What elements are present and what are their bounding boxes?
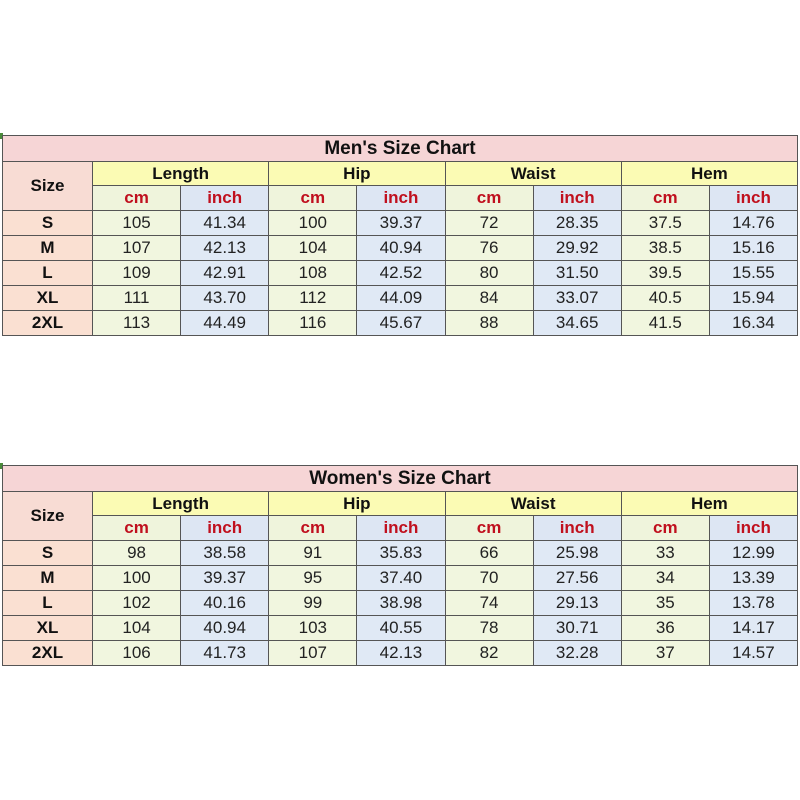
cm-value-cell: 104 <box>269 236 357 261</box>
inch-value-cell: 45.67 <box>357 311 445 336</box>
unit-header-cm: cm <box>269 186 357 211</box>
inch-value-cell: 32.28 <box>533 641 621 666</box>
inch-value-cell: 25.98 <box>533 541 621 566</box>
cm-value-cell: 84 <box>445 286 533 311</box>
men-size-chart-body <box>3 136 798 336</box>
cm-value-cell: 103 <box>269 616 357 641</box>
cm-value-cell: 82 <box>445 641 533 666</box>
cm-value-cell: 74 <box>445 591 533 616</box>
unit-header-cm: cm <box>621 516 709 541</box>
size-row-s <box>3 211 798 236</box>
cm-value-cell: 80 <box>445 261 533 286</box>
cm-value-cell: 107 <box>269 641 357 666</box>
inch-value-cell: 15.16 <box>709 236 797 261</box>
inch-value-cell: 35.83 <box>357 541 445 566</box>
inch-value-cell: 38.98 <box>357 591 445 616</box>
size-row-xl <box>3 616 798 641</box>
unit-header-cm: cm <box>269 516 357 541</box>
cm-value-cell: 35 <box>621 591 709 616</box>
inch-value-cell: 34.65 <box>533 311 621 336</box>
unit-header-inch: inch <box>357 516 445 541</box>
inch-value-cell: 44.49 <box>181 311 269 336</box>
cm-value-cell: 106 <box>93 641 181 666</box>
inch-value-cell: 39.37 <box>357 211 445 236</box>
chart-title: Men's Size Chart <box>3 136 798 162</box>
group-header-hem: Hem <box>621 492 797 516</box>
inch-value-cell: 14.17 <box>709 616 797 641</box>
cm-value-cell: 109 <box>93 261 181 286</box>
inch-value-cell: 42.52 <box>357 261 445 286</box>
cm-value-cell: 100 <box>93 566 181 591</box>
size-column-header: Size <box>3 492 93 541</box>
group-header-waist: Waist <box>445 492 621 516</box>
inch-value-cell: 15.55 <box>709 261 797 286</box>
unit-header-inch: inch <box>533 516 621 541</box>
cm-value-cell: 105 <box>93 211 181 236</box>
inch-value-cell: 15.94 <box>709 286 797 311</box>
size-label-cell: L <box>3 591 93 616</box>
inch-value-cell: 42.91 <box>181 261 269 286</box>
men-size-chart <box>2 135 798 336</box>
cm-value-cell: 112 <box>269 286 357 311</box>
cm-value-cell: 102 <box>93 591 181 616</box>
chart-title: Women's Size Chart <box>3 466 798 492</box>
inch-value-cell: 37.40 <box>357 566 445 591</box>
group-header-length: Length <box>93 492 269 516</box>
title-row <box>3 466 798 492</box>
cm-value-cell: 36 <box>621 616 709 641</box>
inch-value-cell: 41.34 <box>181 211 269 236</box>
group-header-waist: Waist <box>445 162 621 186</box>
title-row <box>3 136 798 162</box>
cm-value-cell: 37.5 <box>621 211 709 236</box>
cm-value-cell: 98 <box>93 541 181 566</box>
cm-value-cell: 40.5 <box>621 286 709 311</box>
cm-value-cell: 41.5 <box>621 311 709 336</box>
inch-value-cell: 40.94 <box>181 616 269 641</box>
unit-header-inch: inch <box>709 516 797 541</box>
size-label-cell: S <box>3 541 93 566</box>
size-label-cell: S <box>3 211 93 236</box>
inch-value-cell: 38.58 <box>181 541 269 566</box>
size-row-l <box>3 261 798 286</box>
cm-value-cell: 108 <box>269 261 357 286</box>
size-label-cell: 2XL <box>3 641 93 666</box>
inch-value-cell: 28.35 <box>533 211 621 236</box>
cm-value-cell: 70 <box>445 566 533 591</box>
inch-value-cell: 40.55 <box>357 616 445 641</box>
unit-header-inch: inch <box>181 186 269 211</box>
cm-value-cell: 72 <box>445 211 533 236</box>
cm-value-cell: 104 <box>93 616 181 641</box>
group-header-row <box>3 162 798 186</box>
inch-value-cell: 41.73 <box>181 641 269 666</box>
size-label-cell: XL <box>3 616 93 641</box>
cm-value-cell: 107 <box>93 236 181 261</box>
inch-value-cell: 29.13 <box>533 591 621 616</box>
inch-value-cell: 42.13 <box>181 236 269 261</box>
cm-value-cell: 78 <box>445 616 533 641</box>
size-row-m <box>3 236 798 261</box>
unit-header-inch: inch <box>181 516 269 541</box>
inch-value-cell: 31.50 <box>533 261 621 286</box>
inch-value-cell: 29.92 <box>533 236 621 261</box>
inch-value-cell: 42.13 <box>357 641 445 666</box>
size-row-s <box>3 541 798 566</box>
unit-header-inch: inch <box>533 186 621 211</box>
unit-header-cm: cm <box>445 516 533 541</box>
group-header-hip: Hip <box>269 162 445 186</box>
cm-value-cell: 113 <box>93 311 181 336</box>
inch-value-cell: 16.34 <box>709 311 797 336</box>
size-column-header: Size <box>3 162 93 211</box>
size-row-m <box>3 566 798 591</box>
cm-value-cell: 116 <box>269 311 357 336</box>
cm-value-cell: 38.5 <box>621 236 709 261</box>
group-header-length: Length <box>93 162 269 186</box>
inch-value-cell: 43.70 <box>181 286 269 311</box>
cm-value-cell: 66 <box>445 541 533 566</box>
women-size-chart-body <box>3 466 798 666</box>
size-label-cell: L <box>3 261 93 286</box>
size-label-cell: XL <box>3 286 93 311</box>
size-label-cell: M <box>3 566 93 591</box>
cm-value-cell: 33 <box>621 541 709 566</box>
group-header-hem: Hem <box>621 162 797 186</box>
cm-value-cell: 100 <box>269 211 357 236</box>
cm-value-cell: 76 <box>445 236 533 261</box>
inch-value-cell: 13.39 <box>709 566 797 591</box>
inch-value-cell: 13.78 <box>709 591 797 616</box>
size-label-cell: 2XL <box>3 311 93 336</box>
group-header-hip: Hip <box>269 492 445 516</box>
cm-value-cell: 37 <box>621 641 709 666</box>
cm-value-cell: 95 <box>269 566 357 591</box>
inch-value-cell: 40.94 <box>357 236 445 261</box>
unit-header-inch: inch <box>709 186 797 211</box>
cm-value-cell: 39.5 <box>621 261 709 286</box>
inch-value-cell: 14.57 <box>709 641 797 666</box>
inch-value-cell: 27.56 <box>533 566 621 591</box>
unit-header-cm: cm <box>445 186 533 211</box>
cm-value-cell: 88 <box>445 311 533 336</box>
unit-header-cm: cm <box>93 186 181 211</box>
unit-header-inch: inch <box>357 186 445 211</box>
inch-value-cell: 12.99 <box>709 541 797 566</box>
unit-header-cm: cm <box>93 516 181 541</box>
size-row-2xl <box>3 641 798 666</box>
cm-value-cell: 34 <box>621 566 709 591</box>
inch-value-cell: 33.07 <box>533 286 621 311</box>
cm-value-cell: 111 <box>93 286 181 311</box>
unit-header-row <box>3 516 798 541</box>
inch-value-cell: 40.16 <box>181 591 269 616</box>
size-row-2xl <box>3 311 798 336</box>
group-header-row <box>3 492 798 516</box>
size-row-xl <box>3 286 798 311</box>
cm-value-cell: 91 <box>269 541 357 566</box>
inch-value-cell: 39.37 <box>181 566 269 591</box>
size-label-cell: M <box>3 236 93 261</box>
inch-value-cell: 44.09 <box>357 286 445 311</box>
size-row-l <box>3 591 798 616</box>
cm-value-cell: 99 <box>269 591 357 616</box>
inch-value-cell: 30.71 <box>533 616 621 641</box>
unit-header-row <box>3 186 798 211</box>
women-size-chart <box>2 465 798 666</box>
inch-value-cell: 14.76 <box>709 211 797 236</box>
unit-header-cm: cm <box>621 186 709 211</box>
